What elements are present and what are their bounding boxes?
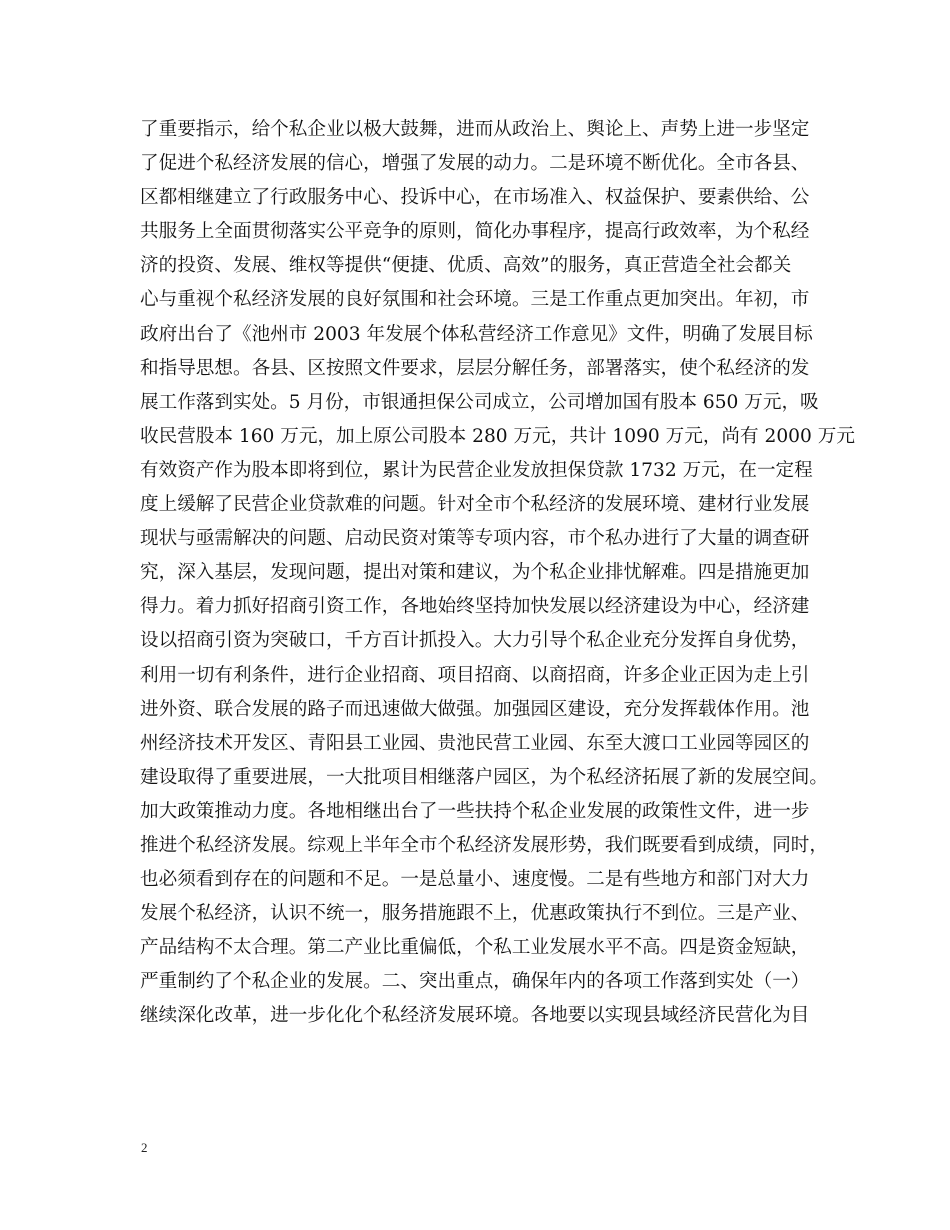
text-line: 推进个私经济发展。综观上半年全市个私经济发展形势，我们既要看到成绩，同时， <box>140 834 828 856</box>
text-line: 得力。着力抓好招商引资工作，各地始终坚持加快发展以经济建设为中心，经济建 <box>140 596 810 618</box>
text-line: 也必须看到存在的问题和不足。一是总量小、速度慢。二是有些地方和部门对大力 <box>140 869 810 891</box>
text-line: 展工作落到实处。5 月份，市银通担保公司成立，公司增加国有股本 650 万元，吸 <box>140 391 819 413</box>
text-line: 进外资、联合发展的路子而迅速做大做强。加强园区建设，充分发挥载体作用。池 <box>140 698 810 720</box>
text-line: 建设取得了重要进展，一大批项目相继落户园区，为个私经济拓展了新的发展空间。 <box>140 766 828 788</box>
text-line: 究，深入基层，发现问题，提出对策和建议，为个私企业排忧解难。四是措施更加 <box>140 562 810 584</box>
text-line: 设以招商引资为突破口，千方百计抓投入。大力引导个私企业充分发挥自身优势， <box>140 630 810 652</box>
text-line: 了促进个私经济发展的信心，增强了发展的动力。二是环境不断优化。全市各县、 <box>140 153 810 175</box>
text-line: 济的投资、发展、维权等提供“便捷、优质、高效”的服务，真正营造全社会都关 <box>140 255 792 277</box>
body-text <box>140 113 855 1034</box>
text-line: 共服务上全面贯彻落实公平竞争的原则，简化办事程序，提高行政效率，为个私经 <box>140 221 810 243</box>
text-line: 产品结构不太合理。第二产业比重偏低，个私工业发展水平不高。四是资金短缺， <box>140 937 810 959</box>
text-line: 心与重视个私经济发展的良好氛围和社会环境。三是工作重点更加突出。年初，市 <box>140 289 810 311</box>
text-line: 现状与亟需解决的问题、启动民资对策等专项内容，市个私办进行了大量的调查研 <box>140 528 810 550</box>
text-line: 州经济技术开发区、青阳县工业园、贵池民营工业园、东至大渡口工业园等园区的 <box>140 732 810 754</box>
text-line: 发展个私经济，认识不统一，服务措施跟不上，优惠政策执行不到位。三是产业、 <box>140 903 810 925</box>
text-line: 利用一切有利条件，进行企业招商、项目招商、以商招商，许多企业正因为走上引 <box>140 664 810 686</box>
text-line: 政府出台了《池州市 2003 年发展个体私营经济工作意见》文件，明确了发展目标 <box>140 323 813 345</box>
text-line: 区都相继建立了行政服务中心、投诉中心，在市场准入、权益保护、要素供给、公 <box>140 187 810 209</box>
text-line: 了重要指示，给个私企业以极大鼓舞，进而从政治上、舆论上、声势上进一步坚定 <box>140 119 810 140</box>
text-line: 严重制约了个私企业的发展。二、突出重点，确保年内的各项工作落到实处（一） <box>140 971 810 993</box>
text-line: 和指导思想。各县、区按照文件要求，层层分解任务，部署落实，使个私经济的发 <box>140 357 810 379</box>
page-number: 2 <box>141 1140 148 1155</box>
text-line: 有效资产作为股本即将到位，累计为民营企业发放担保贷款 1732 万元，在一定程 <box>140 459 813 481</box>
text-line: 继续深化改革，进一步化化个私经济发展环境。各地要以实现县域经济民营化为目 <box>140 1005 810 1027</box>
text-line: 收民营股本 160 万元，加上原公司股本 280 万元，共计 1090 万元，尚有 2000 万元 <box>140 425 855 447</box>
text-line: 度上缓解了民营企业贷款难的问题。针对全市个私经济的发展环境、建材行业发展 <box>140 494 810 516</box>
text-line: 加大政策推动力度。各地相继出台了一些扶持个私企业发展的政策性文件，进一步 <box>140 800 810 822</box>
